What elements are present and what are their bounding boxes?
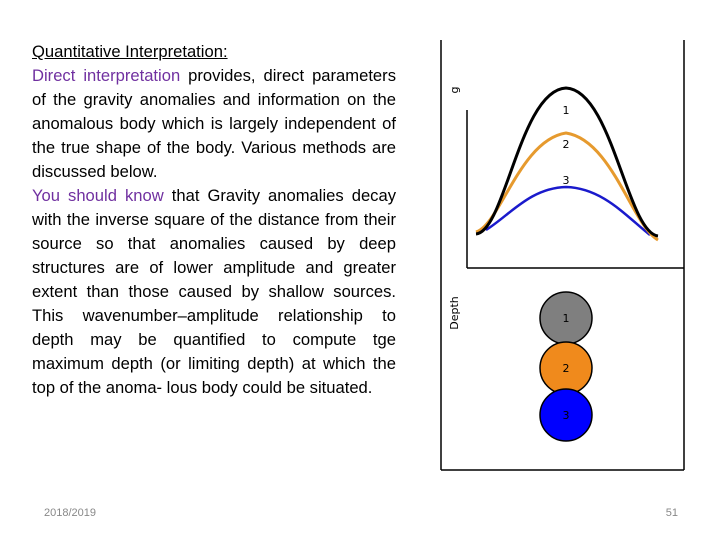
curve-label-2: 2 bbox=[562, 138, 570, 151]
curve-label-3: 3 bbox=[562, 174, 570, 187]
paragraph-2-lead: You should know bbox=[32, 186, 164, 205]
slide-title: Quantitative Interpretation: bbox=[32, 42, 228, 61]
body-label-2: 2 bbox=[562, 362, 570, 375]
curve-label-1: 1 bbox=[562, 104, 570, 117]
body-label-1: 1 bbox=[562, 312, 570, 325]
depth-axis-label: Depth bbox=[448, 296, 461, 330]
paragraph-2-body: that Gravity anomalies decay with the inverse square of the distance from their source so that anomalies caused by deep structures are of lower amplitude and greater extent than those caused by shallow sources. This wavenumber–amplitude relationship to depth may be quantified to compute tge maximum depth (or limiting depth) at which the top of the anoma- lous body could be situated. bbox=[32, 186, 397, 397]
body-label-3: 3 bbox=[562, 409, 570, 422]
g-axis-label: g bbox=[448, 86, 461, 94]
paragraph-1-lead: Direct interpretation bbox=[32, 66, 181, 85]
footer-date: 2018/2019 bbox=[44, 507, 96, 519]
page-number: 51 bbox=[665, 507, 678, 519]
paragraph-1-body: provides, direct parameters of the gravity anomalies and information on the anomalous body which is largely independent of the true shape of the body. Various methods are discussed below. bbox=[32, 66, 396, 181]
